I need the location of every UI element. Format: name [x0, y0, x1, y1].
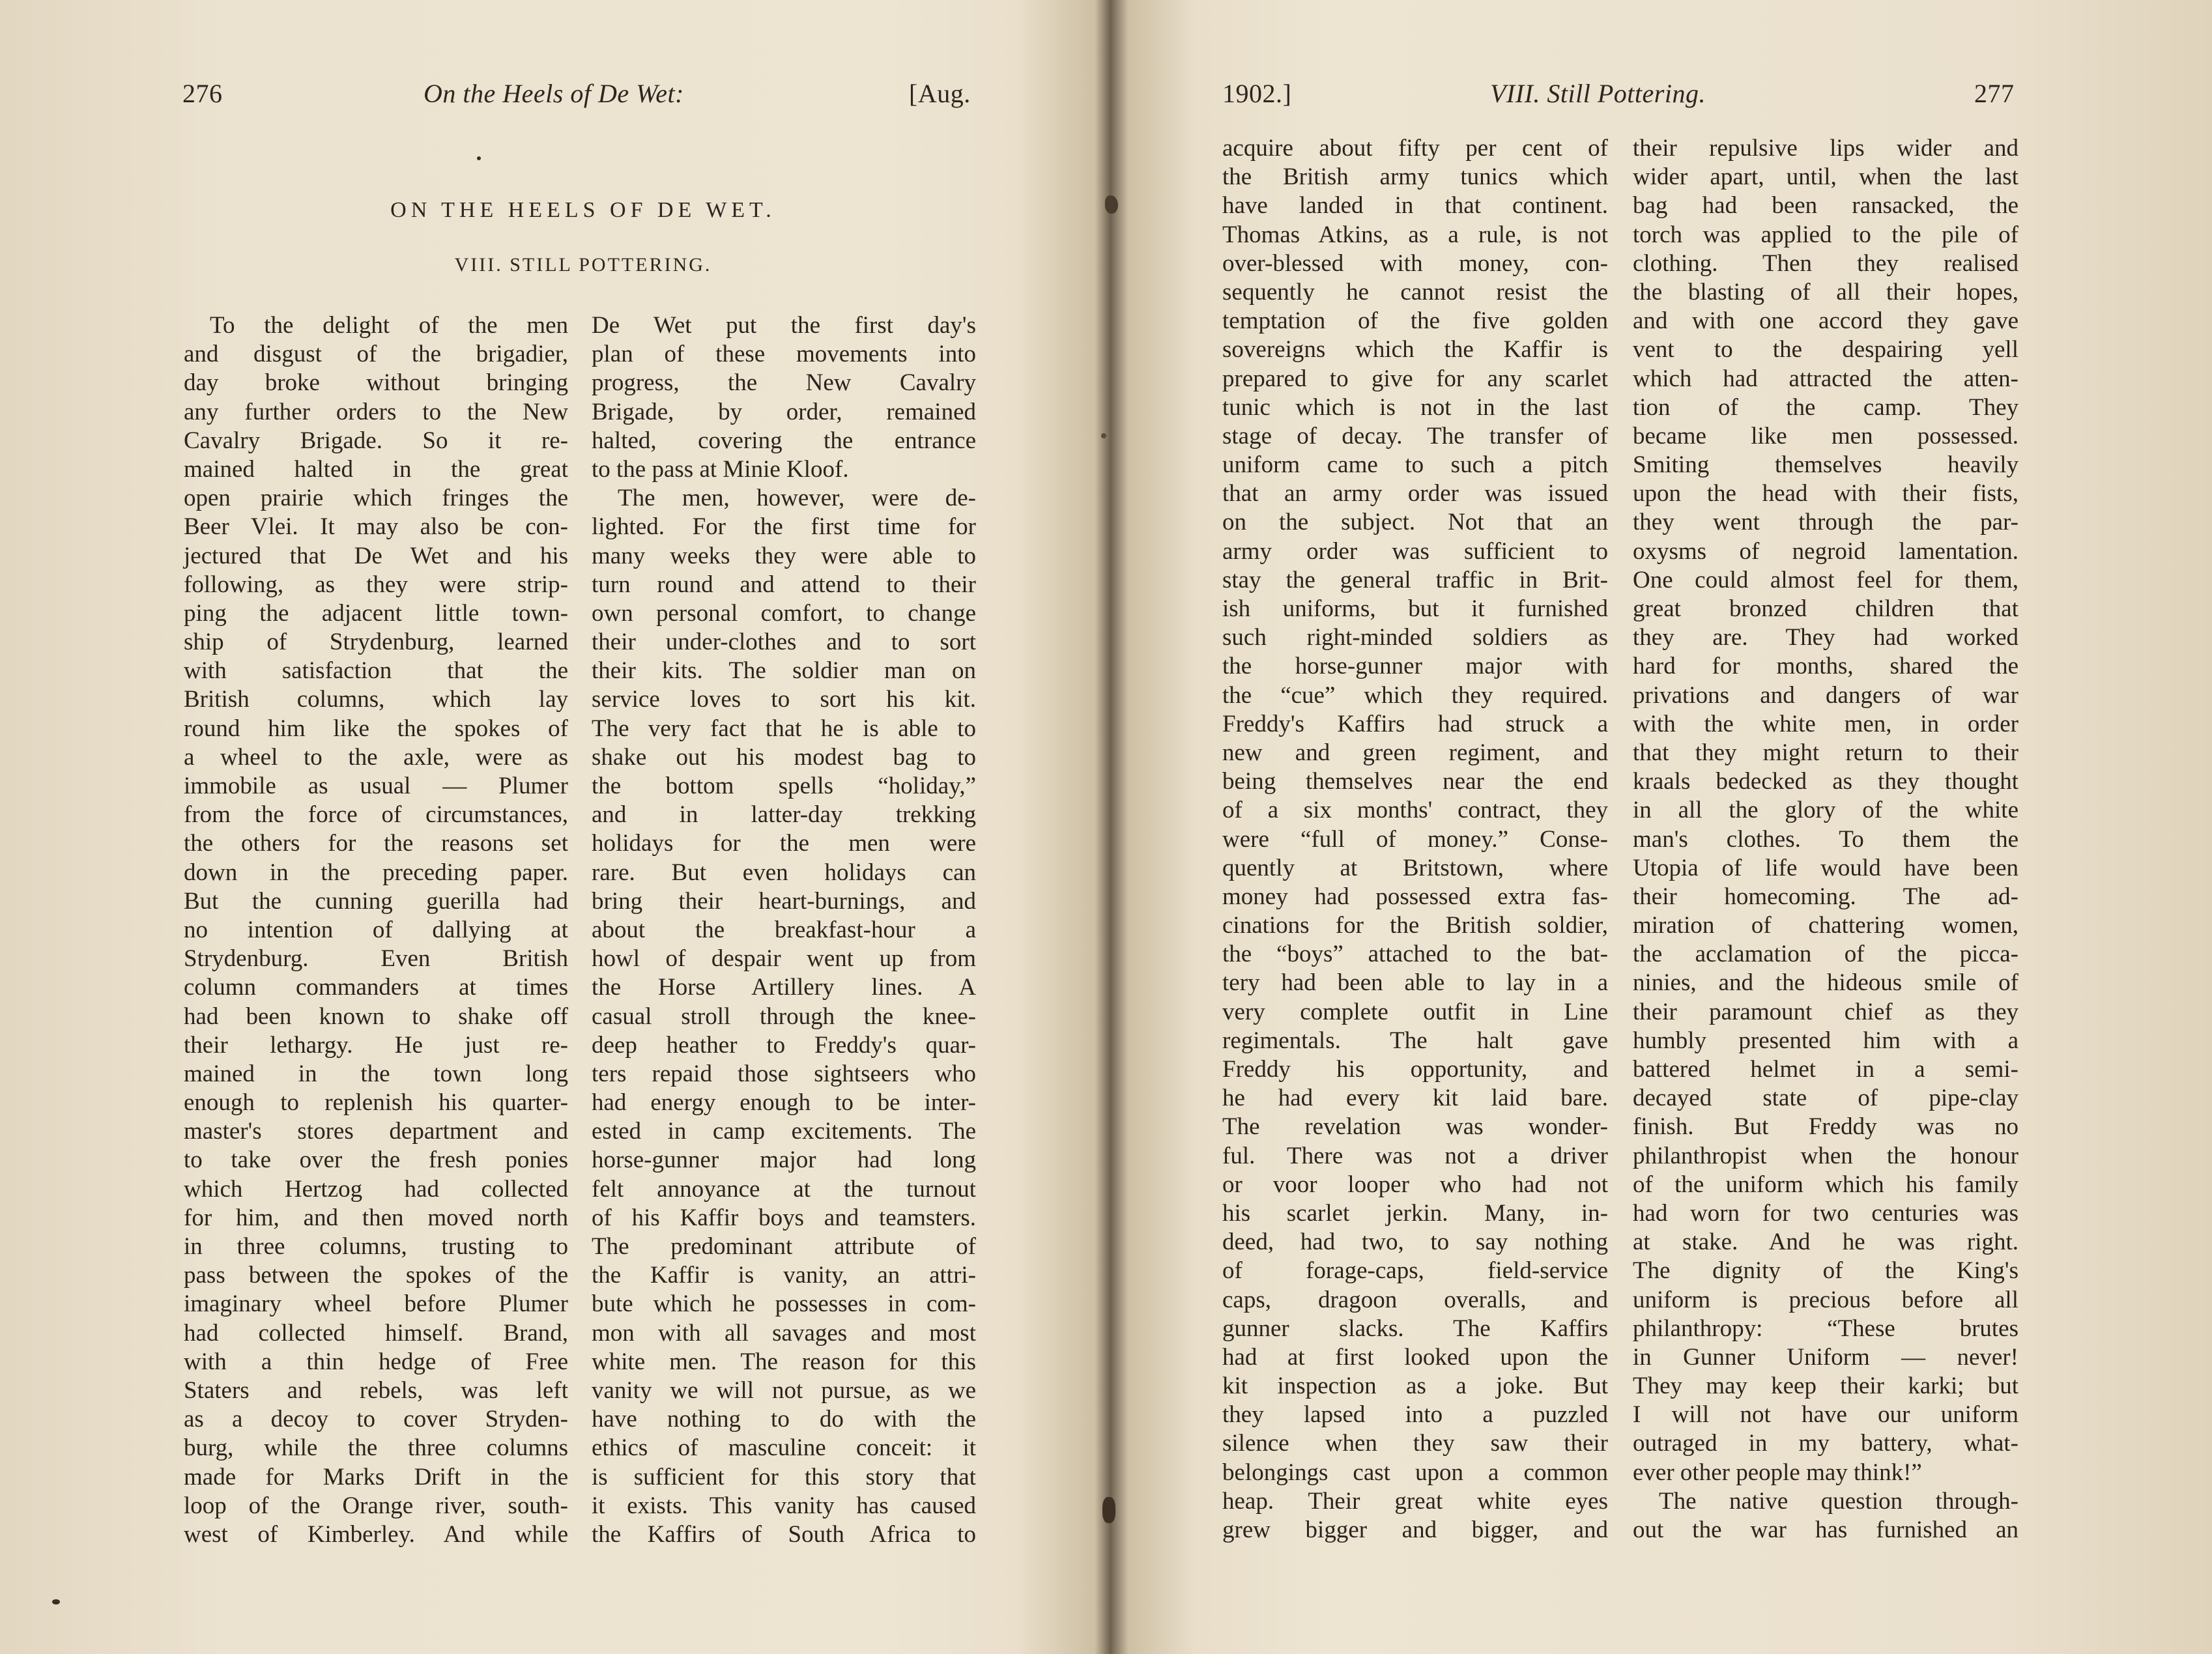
text-line: which had attracted the atten- [1633, 365, 2018, 392]
text-line: as a decoy to cover Stryden- [184, 1406, 568, 1433]
text-line: the Kaffir is vanity, an attri- [592, 1262, 976, 1289]
text-line: at stake. And he was right. [1633, 1229, 2018, 1256]
text-line: ested in camp excitements. The [592, 1118, 976, 1145]
text-line: burg, while the three columns [184, 1434, 568, 1462]
text-line: rare. But even holidays can [592, 859, 976, 886]
ink-speck [477, 156, 481, 160]
text-line: tion of the camp. They [1633, 393, 2018, 421]
text-line: silence when they saw their [1222, 1430, 1608, 1457]
text-line: over-blessed with money, con- [1222, 250, 1608, 277]
text-line: uniform is precious before all [1633, 1286, 2018, 1313]
text-line: They may keep their karki; but [1633, 1373, 2018, 1400]
right-page [1108, 0, 2212, 1654]
text-line: caps, dragoon overalls, and [1222, 1286, 1608, 1313]
text-line: service loves to sort his kit. [592, 686, 976, 713]
text-line: their repulsive lips wider and [1633, 135, 2018, 162]
text-line: about the breakfast-hour a [592, 916, 976, 943]
binding-thread [1102, 1497, 1115, 1523]
text-line: temptation of the five golden [1222, 307, 1608, 335]
text-line: his scarlet jerkin. Many, in- [1222, 1199, 1608, 1227]
text-line: and with one accord they gave [1633, 307, 2018, 335]
text-line: for him, and then moved north [184, 1204, 568, 1231]
text-line: that an army order was issued [1222, 480, 1608, 507]
article-title: ON THE HEELS OF DE WET. [390, 198, 776, 222]
text-line: on the subject. Not that an [1222, 509, 1608, 536]
text-line: philanthropist when the honour [1633, 1142, 2018, 1169]
text-line: with the white men, in order [1633, 710, 2018, 737]
text-line: kit inspection as a joke. But [1222, 1373, 1608, 1400]
text-line: vanity we will not pursue, as we [592, 1376, 976, 1404]
text-line: with a thin hedge of Free [184, 1348, 568, 1375]
text-line: vent to the despairing yell [1633, 336, 2018, 364]
text-line: horse-gunner major had long [592, 1147, 976, 1174]
text-line: Staters and rebels, was left [184, 1376, 568, 1404]
text-line: which Hertzog had collected [184, 1175, 568, 1203]
text-line: great bronzed children that [1633, 595, 2018, 622]
text-line: wider apart, until, when the last [1633, 164, 2018, 191]
text-line: belongings cast upon a common [1222, 1459, 1608, 1486]
text-line: Strydenburg. Even British [184, 945, 568, 973]
page-number: 276 [182, 79, 223, 108]
text-line: army order was sufficient to [1222, 537, 1608, 565]
text-line: they are. They had worked [1633, 624, 2018, 651]
text-line: their homecoming. The ad- [1633, 883, 2018, 910]
text-line: Smiting themselves heavily [1633, 451, 2018, 479]
text-line: De Wet put the first day's [592, 312, 976, 339]
text-line: Brigade, by order, remained [592, 398, 976, 425]
text-line: mon with all savages and most [592, 1319, 976, 1347]
text-line: very complete outfit in Line [1222, 998, 1608, 1025]
text-line: British columns, which lay [184, 686, 568, 713]
text-line: new and green regiment, and [1222, 739, 1608, 766]
text-line: ters repaid those sightseers who [592, 1060, 976, 1087]
text-line: deed, had two, to say nothing [1222, 1229, 1608, 1256]
text-line: of a six months' contract, they [1222, 797, 1608, 824]
text-line: hard for months, shared the [1633, 653, 2018, 680]
text-line: their lethargy. He just re- [184, 1031, 568, 1059]
text-line: Freddy his opportunity, and [1222, 1056, 1608, 1083]
text-line: from the force of circumstances, [184, 801, 568, 829]
text-line: kraals bedecked as they thought [1633, 768, 2018, 795]
text-line: tery had been able to lay in a [1222, 969, 1608, 997]
text-line: following, as they were strip- [184, 571, 568, 598]
text-line: they lapsed into a puzzled [1222, 1401, 1608, 1429]
text-line: felt annoyance at the turnout [592, 1175, 976, 1203]
text-line: sovereigns which the Kaffir is [1222, 336, 1608, 364]
text-line: The men, however, were de- [618, 485, 976, 512]
chapter-title: VIII. STILL POTTERING. [454, 254, 712, 276]
text-line: Beer Vlei. It may also be con- [184, 513, 568, 541]
text-line: he had every kit laid bare. [1222, 1085, 1608, 1112]
text-column [592, 311, 976, 1549]
text-line: to take over the fresh ponies [184, 1147, 568, 1174]
text-line: is sufficient for this story that [592, 1463, 976, 1490]
text-line: of forage-caps, field-service [1222, 1257, 1608, 1285]
text-line: acquire about fifty per cent of [1222, 135, 1608, 162]
text-line: ethics of masculine conceit: it [592, 1434, 976, 1462]
text-line: the Horse Artillery lines. A [592, 974, 976, 1001]
text-line: any further orders to the New [184, 398, 568, 425]
text-line: uniform came to such a pitch [1222, 451, 1608, 479]
text-line: the bottom spells “holiday,” [592, 773, 976, 799]
text-line: being themselves near the end [1222, 768, 1608, 795]
text-line: philanthropy: “These brutes [1633, 1315, 2018, 1342]
text-line: miration of chattering women, [1633, 912, 2018, 939]
text-line: their under-clothes and to sort [592, 629, 976, 656]
text-line: Cavalry Brigade. So it re- [184, 427, 568, 454]
text-line: had at first looked upon the [1222, 1343, 1608, 1371]
text-line: outraged in my battery, what- [1633, 1430, 2018, 1457]
text-line: To the delight of the men [210, 312, 568, 339]
text-line: stage of decay. The transfer of [1222, 422, 1608, 449]
text-line: holidays for the men were [592, 830, 976, 857]
text-line: lighted. For the first time for [592, 513, 976, 541]
text-line: the horse-gunner major with [1222, 653, 1608, 680]
text-line: humbly presented him with a [1633, 1027, 2018, 1054]
text-line: The native question through- [1659, 1487, 2018, 1515]
text-line: to the pass at Minie Kloof. [592, 455, 849, 483]
text-line: pass between the spokes of the [184, 1262, 568, 1289]
running-title: VIII. Still Pottering. [1490, 79, 1706, 108]
text-line: plan of these movements into [592, 341, 976, 368]
text-line: round him like the spokes of [184, 715, 568, 742]
text-line: many weeks they were able to [592, 542, 976, 569]
text-line: grew bigger and bigger, and [1222, 1517, 1608, 1543]
text-line: were “full of money.” Conse- [1222, 825, 1608, 853]
binding-thread [1101, 433, 1106, 438]
text-line: no intention of dallying at [184, 916, 568, 943]
text-column [1633, 134, 2018, 1545]
text-line: they went through the par- [1633, 509, 2018, 536]
text-line: privations and dangers of war [1633, 681, 2018, 709]
text-line: ship of Strydenburg, learned [184, 629, 568, 656]
text-line: out the war has furnished an [1633, 1517, 2018, 1543]
text-line: day broke without bringing [184, 369, 568, 397]
text-line: jectured that De Wet and his [184, 542, 568, 569]
text-line: the “cue” which they required. [1222, 681, 1608, 709]
text-line: bag had been ransacked, the [1633, 192, 2018, 220]
text-line: casual stroll through the knee- [592, 1003, 976, 1030]
text-line: But the cunning guerilla had [184, 887, 568, 915]
text-line: of the uniform which his family [1633, 1171, 2018, 1198]
text-line: Freddy's Kaffirs had struck a [1222, 710, 1608, 737]
text-line: own personal comfort, to change [592, 599, 976, 627]
text-line: master's stores department and [184, 1118, 568, 1145]
text-line: bute which he possesses in com- [592, 1290, 976, 1318]
text-line: mained in the town long [184, 1060, 568, 1087]
text-line: man's clothes. To them the [1633, 825, 2018, 853]
text-line: mained halted in the great [184, 455, 568, 483]
text-line: The revelation was wonder- [1222, 1113, 1608, 1141]
text-line: One could almost feel for them, [1633, 566, 2018, 593]
text-line: it exists. This vanity has caused [592, 1492, 976, 1519]
text-line: money had possessed extra fas- [1222, 883, 1608, 910]
text-line: bring their heart-burnings, and [592, 887, 976, 915]
text-line: or voor looper who had not [1222, 1171, 1608, 1198]
text-line: the acclamation of the picca- [1633, 941, 2018, 968]
text-line: ful. There was not a driver [1222, 1142, 1608, 1169]
text-line: the British army tunics which [1222, 164, 1608, 191]
ink-speck [52, 1599, 60, 1604]
text-line: west of Kimberley. And while [184, 1520, 568, 1548]
text-line: halted, covering the entrance [592, 427, 976, 454]
text-line: oxysms of negroid lamentation. [1633, 537, 2018, 565]
text-line: deep heather to Freddy's quar- [592, 1031, 976, 1059]
text-column [1222, 134, 1608, 1545]
running-date: 1902.] [1222, 79, 1292, 108]
text-line: the others for the reasons set [184, 830, 568, 857]
text-column [184, 311, 568, 1549]
text-line: ever other people may think!” [1633, 1459, 1922, 1486]
text-line: imaginary wheel before Plumer [184, 1290, 568, 1318]
text-line: howl of despair went up from [592, 945, 976, 973]
text-line: white men. The reason for this [592, 1348, 976, 1375]
text-line: sequently he cannot resist the [1222, 278, 1608, 306]
text-line: quently at Britstown, where [1222, 854, 1608, 881]
text-line: have nothing to do with the [592, 1406, 976, 1433]
text-line: a wheel to the axle, were as [184, 743, 568, 771]
text-line: open prairie which fringes the [184, 485, 568, 512]
text-line: became like men possessed. [1633, 422, 2018, 449]
text-line: that they might return to their [1633, 739, 2018, 766]
text-line: the “boys” attached to the bat- [1222, 941, 1608, 968]
text-line: turn round and attend to their [592, 571, 976, 598]
text-line: prepared to give for any scarlet [1222, 365, 1608, 392]
text-line: stay the general traffic in Brit- [1222, 566, 1608, 593]
running-title: On the Heels of De Wet: [424, 79, 684, 108]
text-line: gunner slacks. The Kaffirs [1222, 1315, 1608, 1342]
text-line: I will not have our uniform [1633, 1401, 2018, 1429]
text-line: finish. But Freddy was no [1633, 1113, 2018, 1141]
text-line: torch was applied to the pile of [1633, 221, 2018, 248]
text-line: tunic which is not in the last [1222, 393, 1608, 421]
text-line: the blasting of all their hopes, [1633, 278, 2018, 306]
text-line: clothing. Then they realised [1633, 250, 2018, 277]
text-line: progress, the New Cavalry [592, 369, 976, 397]
text-line: made for Marks Drift in the [184, 1463, 568, 1490]
running-date: [Aug. [909, 79, 971, 108]
text-line: the Kaffirs of South Africa to [592, 1520, 976, 1548]
text-line: decayed state of pipe-clay [1633, 1085, 2018, 1112]
text-line: enough to replenish his quarter- [184, 1089, 568, 1117]
text-line: in all the glory of the white [1633, 797, 2018, 824]
text-line: cinations for the British soldier, [1222, 912, 1608, 939]
text-line: Thomas Atkins, as a rule, is not [1222, 221, 1608, 248]
text-line: ping the adjacent little town- [184, 599, 568, 627]
text-line: column commanders at times [184, 974, 568, 1001]
text-line: The predominant attribute of [592, 1233, 976, 1260]
text-line: their kits. The soldier man on [592, 657, 976, 685]
binding-thread [1105, 195, 1118, 214]
text-line: have landed in that continent. [1222, 192, 1608, 220]
text-line: in three columns, trusting to [184, 1233, 568, 1260]
text-line: immobile as usual — Plumer [184, 773, 568, 799]
text-line: loop of the Orange river, south- [184, 1492, 568, 1519]
text-line: had energy enough to be inter- [592, 1089, 976, 1117]
text-line: in Gunner Uniform — never! [1633, 1343, 2018, 1371]
text-line: battered helmet in a semi- [1633, 1056, 2018, 1083]
text-line: The dignity of the King's [1633, 1257, 2018, 1285]
text-line: shake out his modest bag to [592, 743, 976, 771]
text-line: regimentals. The halt gave [1222, 1027, 1608, 1054]
text-line: had collected himself. Brand, [184, 1319, 568, 1347]
text-line: and in latter-day trekking [592, 801, 976, 829]
text-line: had worn for two centuries was [1633, 1199, 2018, 1227]
text-line: of his Kaffir boys and teamsters. [592, 1204, 976, 1231]
text-line: had been known to shake off [184, 1003, 568, 1030]
text-line: and disgust of the brigadier, [184, 341, 568, 368]
text-line: upon the head with their fists, [1633, 480, 2018, 507]
text-line: The very fact that he is able to [592, 715, 976, 742]
text-line: down in the preceding paper. [184, 859, 568, 886]
text-line: ish uniforms, but it furnished [1222, 595, 1608, 622]
page-number: 277 [1974, 79, 2015, 108]
text-line: heap. Their great white eyes [1222, 1487, 1608, 1515]
text-line: such right-minded soldiers as [1222, 624, 1608, 651]
text-line: with satisfaction that the [184, 657, 568, 685]
text-line: their paramount chief as they [1633, 998, 2018, 1025]
text-line: Utopia of life would have been [1633, 854, 2018, 881]
text-line: ninies, and the hideous smile of [1633, 969, 2018, 997]
